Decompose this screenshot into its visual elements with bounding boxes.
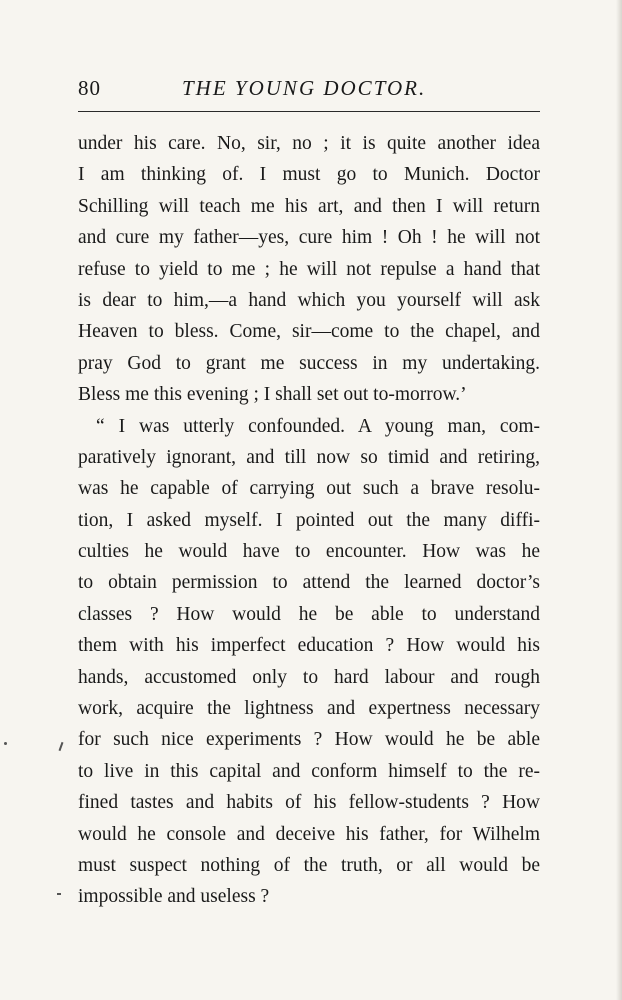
text-line: under his care. No, sir, no ; it is quite another idea xyxy=(78,133,540,154)
header-rule xyxy=(78,111,540,112)
margin-speck xyxy=(59,742,64,751)
text-line: pray God to grant me success in my undertaking. xyxy=(78,352,540,374)
text-line: impossible and useless ? xyxy=(78,886,270,908)
text-line: to live in this capital and conform himself to the re- xyxy=(78,760,540,782)
page-number: 80 xyxy=(78,76,101,100)
text-line: culties he would have to encounter. How was he xyxy=(78,541,540,563)
text-line: and cure my father—yes, cure him ! Oh ! he will not xyxy=(78,227,540,249)
margin-speck xyxy=(4,742,7,745)
text-line: classes ? How would he be able to understand xyxy=(78,603,540,625)
text-line: Heaven to bless. Come, sir—come to the chapel, and xyxy=(78,321,540,343)
text-line: for such nice experiments ? How would he be able xyxy=(78,729,540,751)
text-line: tion, I asked myself. I pointed out the many diffi- xyxy=(78,509,540,531)
text-line: fined tastes and habits of his fellow-students ? How xyxy=(78,792,540,814)
text-line: them with his imperfect education ? How would his xyxy=(78,635,540,657)
text-line: is dear to him,—a hand which you yourself will ask xyxy=(78,289,540,311)
text-line: must suspect nothing of the truth, or all would be xyxy=(78,854,540,876)
text-line: I am thinking of. I must go to Munich. Doctor xyxy=(78,164,540,186)
running-header xyxy=(78,72,540,104)
text-line: to obtain permission to attend the learned doctor’s xyxy=(78,572,540,594)
text-line: would he console and deceive his father, for Wilhelm xyxy=(78,823,540,845)
margin-speck xyxy=(57,893,61,895)
text-line: was he capable of carrying out such a brave resolu- xyxy=(78,478,540,500)
running-title: THE YOUNG DOCTOR. xyxy=(182,76,427,100)
text-line: Schilling will teach me his art, and then I will return xyxy=(78,195,540,217)
page-edge-shadow xyxy=(616,0,622,1000)
text-line: paratively ignorant, and till now so timid and retiring, xyxy=(78,446,540,468)
text-line: hands, accustomed only to hard labour and rough xyxy=(78,666,540,688)
text-line: “ I was utterly confounded. A young man, com- xyxy=(96,415,540,437)
text-line: refuse to yield to me ; he will not repulse a hand that xyxy=(78,258,540,280)
text-line: work, acquire the lightness and expertness necessary xyxy=(78,698,540,720)
body-text xyxy=(78,128,540,913)
text-line: Bless me this evening ; I shall set out to-morrow.’ xyxy=(78,384,467,406)
